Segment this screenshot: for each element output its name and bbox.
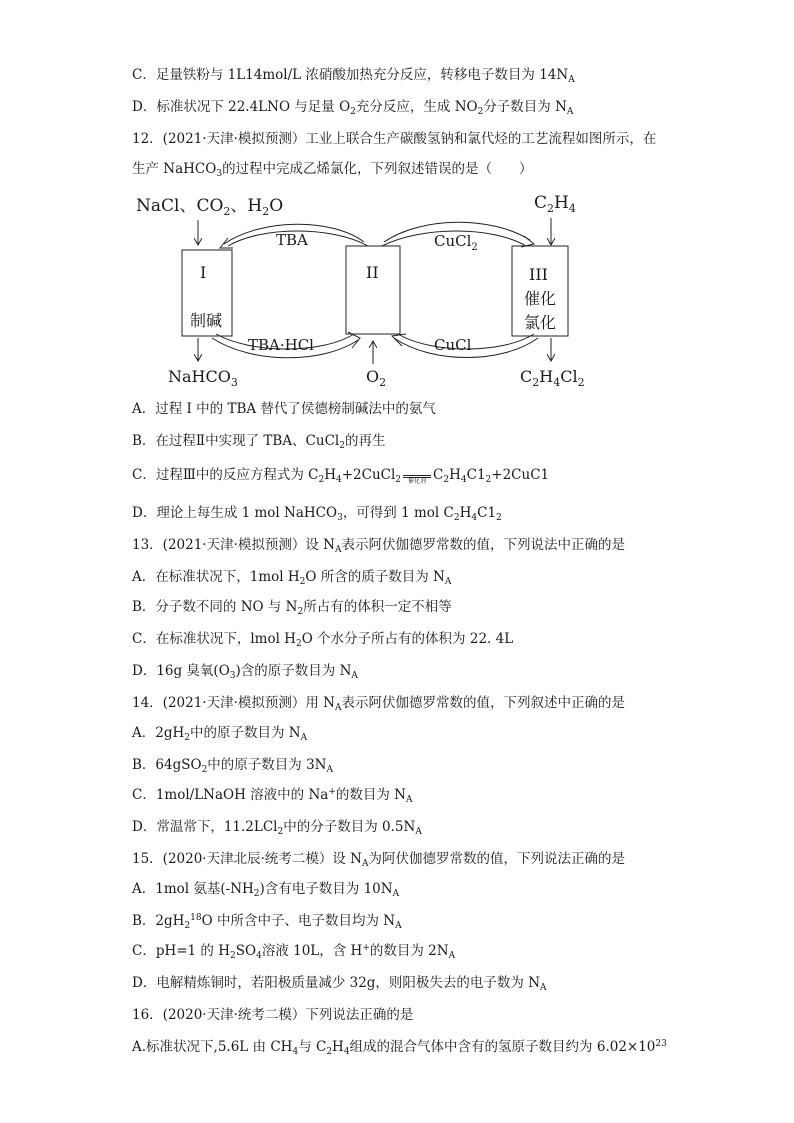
- text: 中的原子数目为 3N: [207, 757, 327, 773]
- process-flow-diagram: [132, 188, 602, 388]
- box3-label-2: 氯化: [524, 313, 557, 332]
- text: ，可得到 1 mol C: [342, 505, 454, 521]
- box3-number: III: [529, 265, 548, 284]
- q16-stem: 16．(2020·天津·统考二模）下列说法正确的是: [132, 1007, 414, 1023]
- q14-stem: [132, 694, 625, 712]
- text: 表示阿伏伽德罗常数的值，下列叙述中正确的是: [341, 695, 625, 711]
- q12-option-d: [132, 504, 502, 522]
- text: C．1mol/LNaOH 溶液中的 Na: [132, 787, 329, 803]
- text: 的数目为 N: [335, 787, 406, 803]
- text: D．理论上每生成 1 mol NaHCO: [132, 505, 338, 521]
- sub: 2: [295, 639, 302, 649]
- q13-option-c: [132, 630, 513, 648]
- sub: 2: [253, 889, 260, 899]
- sub: 4: [471, 513, 478, 523]
- text: 13．(2021·天津·模拟预测）设 N: [132, 537, 335, 553]
- sub: 2: [443, 475, 450, 485]
- text: 生产 NaHCO: [132, 161, 217, 177]
- text: 14．(2021·天津·模拟预测）用 N: [132, 695, 335, 711]
- text: H: [449, 467, 461, 483]
- sub: 2: [318, 475, 325, 485]
- sub: A: [362, 859, 369, 869]
- box1-number: I: [200, 263, 207, 282]
- text: )含的原子数目为 N: [235, 663, 352, 679]
- text: 15．(2020·天津北辰·统考二模）设 N: [132, 851, 362, 867]
- text: C1: [477, 505, 497, 521]
- sup: 23: [655, 1039, 667, 1049]
- sub: 4: [256, 951, 262, 961]
- text: SO: [235, 943, 257, 959]
- sub: A: [335, 545, 342, 555]
- box1-label: 制碱: [190, 311, 223, 330]
- label-cucl: CuCl: [434, 336, 472, 354]
- q12-option-a: A．过程 I 中的 TBA 替代了侯德榜制碱法中的氨气: [132, 401, 436, 417]
- text: 为阿伏伽德罗常数的值，下列说法正确的是: [368, 851, 625, 867]
- text: H: [324, 467, 336, 483]
- q15-option-c: [132, 942, 455, 960]
- sub: 2: [350, 107, 356, 117]
- q11-option-d: [132, 98, 573, 116]
- output-right: $C_2H_4Cl_2$: [520, 367, 585, 388]
- text: H: [459, 505, 472, 521]
- sub: 2: [326, 1047, 333, 1057]
- q11-option-c: [132, 66, 575, 84]
- sub: A: [444, 577, 452, 587]
- sub: 3: [229, 671, 236, 681]
- q13-option-a: [132, 568, 451, 586]
- catalyst-equals: [401, 466, 433, 484]
- sub: 2: [299, 577, 306, 587]
- sub: 4: [343, 1047, 350, 1057]
- sub: A: [405, 795, 413, 805]
- output-left: NaHCO$_3$: [168, 367, 238, 388]
- sub: A: [540, 983, 547, 993]
- input-top-left: NaCl、$CO_2$、$H_2O$: [136, 196, 284, 218]
- text: 的过程中完成乙烯氯化，下列叙述错误的是（ ）: [222, 161, 533, 177]
- text: 所占有的体积一定不相等: [303, 599, 452, 615]
- sub: 4: [335, 475, 342, 485]
- text: A．1mol 氨基(-NH: [132, 881, 254, 897]
- q16-option-a: [132, 1038, 667, 1056]
- q13-stem: [132, 536, 625, 554]
- sub: A: [566, 107, 574, 117]
- sub: A: [395, 921, 402, 931]
- text: B．分子数不同的 NO 与 N: [132, 599, 298, 615]
- q12-stem-line2: [132, 160, 533, 178]
- text: A．在标准状况下，1mol H: [132, 569, 300, 585]
- q15-option-b: [132, 912, 402, 930]
- sup: +: [328, 787, 336, 797]
- sub: 2: [184, 921, 191, 931]
- label-tba: TBA: [276, 231, 308, 249]
- text: 中的原子数目为 N: [190, 725, 301, 741]
- sub: 2: [453, 513, 460, 523]
- sub: A: [351, 671, 358, 681]
- q15-option-a: [132, 880, 399, 898]
- text: D．常温常下，11.2LCl: [132, 819, 278, 835]
- text: H: [332, 1039, 344, 1055]
- q12-option-c: [132, 466, 549, 484]
- sub: A: [568, 75, 575, 85]
- q13-option-b: [132, 598, 452, 616]
- sub: A: [392, 889, 400, 899]
- text: 表示阿伏伽德罗常数的值，下列说法中正确的是: [341, 537, 625, 553]
- text: 组成的混合气体中含有的氢原子数目约为 6.02×10: [349, 1039, 656, 1055]
- text: B．2gH: [132, 913, 185, 929]
- text: +2CuC1: [491, 467, 550, 483]
- sub: A: [326, 765, 333, 775]
- sub: 2: [184, 733, 190, 743]
- text: 的再生: [344, 433, 386, 449]
- label-cucl2: CuCl$_2$: [434, 232, 478, 253]
- output-mid: $O_2$: [366, 367, 387, 388]
- text: 中的分子数目为 0.5N: [283, 819, 416, 835]
- text: 的数目为 2N: [369, 943, 449, 959]
- sub: 3: [216, 169, 223, 179]
- q14-option-c: [132, 786, 412, 804]
- q12-option-b: [132, 432, 385, 450]
- text: C: [433, 467, 444, 483]
- text: B．64gSO: [132, 757, 202, 773]
- q14-option-b: [132, 756, 333, 774]
- sub: A: [335, 703, 342, 713]
- box-process-2: [346, 246, 400, 334]
- sub: 4: [460, 475, 467, 485]
- input-top-right: $C_2H_4$: [534, 193, 576, 215]
- sub: A: [300, 733, 308, 743]
- sub: 4: [292, 1047, 299, 1057]
- q14-option-a: [132, 724, 307, 742]
- text: C．足量铁粉与 1L14mol/L 浓硝酸加热充分反应，转移电子数目为 14N: [132, 67, 569, 83]
- text: C．pH=1 的 H: [132, 943, 231, 959]
- text: D．16g 臭氧(O: [132, 663, 230, 679]
- sub: 2: [277, 827, 284, 837]
- text: A.标准状况下,5.6L 由 CH: [132, 1039, 293, 1055]
- text: 与 C: [298, 1039, 327, 1055]
- text: D．电解精炼铜时，若阳极质量减少 32g，则阳极失去的电子数为 N: [132, 975, 541, 991]
- sub: 2: [496, 513, 502, 523]
- text: 充分反应，生成 NO: [355, 99, 478, 115]
- sup: +: [362, 943, 370, 953]
- sub: 2: [339, 441, 345, 451]
- catalyst-label: 催化剂: [408, 478, 427, 485]
- q14-option-d: [132, 818, 422, 836]
- text: C．在标准状况下，lmol H: [132, 631, 296, 647]
- text: O 中所含中子、电子数目均为 N: [201, 913, 396, 929]
- sub: 3: [337, 513, 343, 523]
- text: +2CuCl: [341, 467, 396, 483]
- sub: A: [448, 951, 456, 961]
- label-tbahcl: TBA·HCl: [248, 336, 314, 354]
- text: C．过程Ⅲ中的反应方程式为 C: [132, 467, 319, 483]
- text: O 个水分子所占有的体积为 22. 4L: [301, 631, 514, 647]
- sub: 2: [297, 607, 304, 617]
- text: O 所含的质子数目为 N: [305, 569, 445, 585]
- text: A．2gH: [132, 725, 185, 741]
- text: B．在过程Ⅱ中实现了 TBA、CuCl: [132, 433, 340, 449]
- sub: 2: [201, 765, 208, 775]
- sub: A: [415, 827, 422, 837]
- box2-number: II: [366, 263, 379, 282]
- text: )含有电子数目为 10N: [259, 881, 393, 897]
- text: C1: [466, 467, 486, 483]
- box3-label-1: 催化: [524, 289, 557, 308]
- sub: 2: [230, 951, 236, 961]
- text: 分子数目为 N: [483, 99, 567, 115]
- sup: 18: [190, 913, 202, 923]
- text: 溶液 10L，含 H: [261, 943, 363, 959]
- sub: 2: [485, 475, 492, 485]
- sub: 2: [395, 475, 402, 485]
- text: D．标准状况下 22.4LNO 与足量 O: [132, 99, 351, 115]
- sub: 2: [477, 107, 484, 117]
- q13-option-d: [132, 662, 358, 680]
- q15-option-d: [132, 974, 547, 992]
- q12-stem-line1: 12．(2021·天津·模拟预测）工业上联合生产碳酸氢钠和氯代烃的工艺流程如图所示，在: [132, 131, 657, 147]
- q15-stem: [132, 850, 625, 868]
